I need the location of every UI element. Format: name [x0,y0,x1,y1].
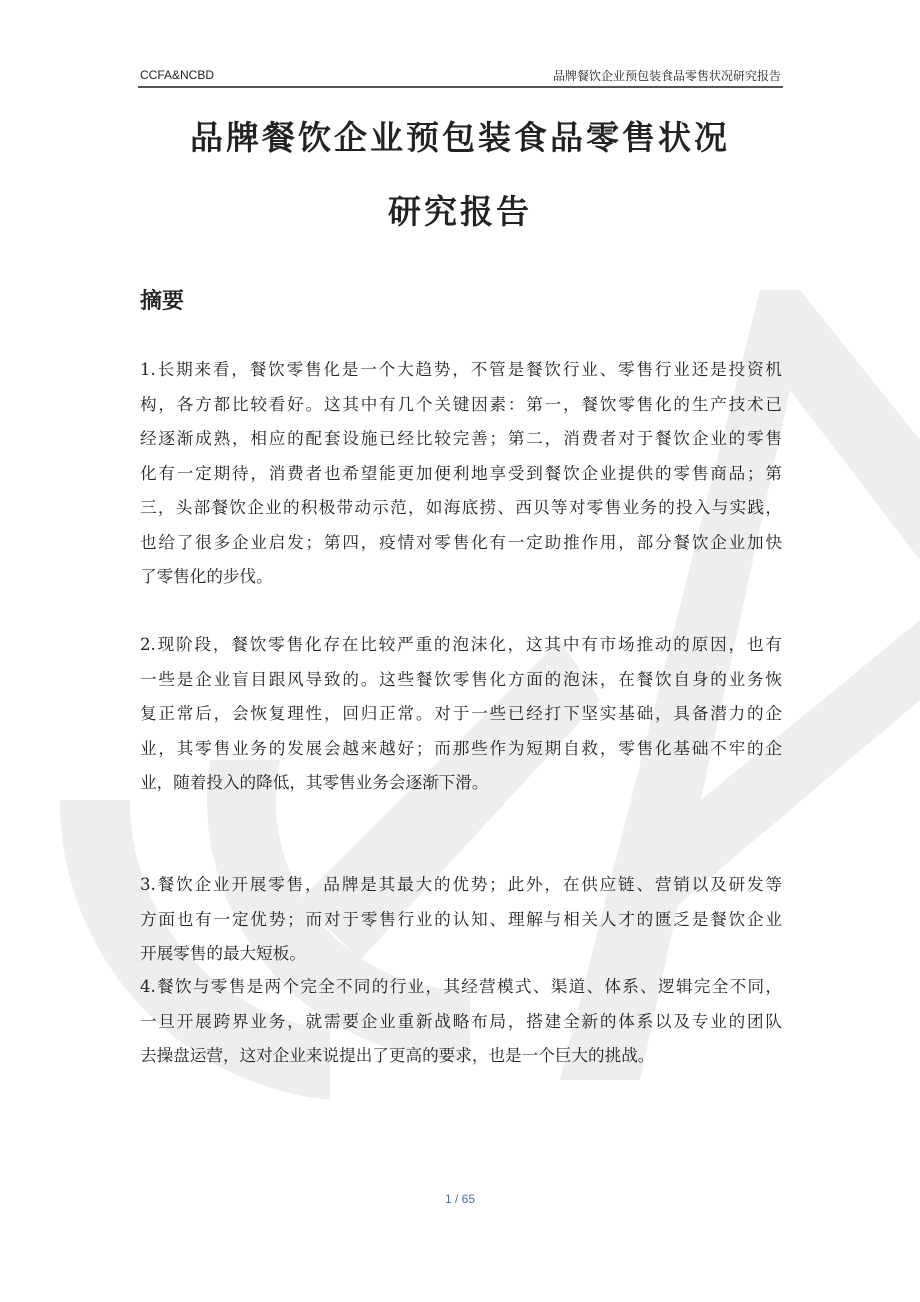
paragraph-2 [140,628,782,801]
text-line: 复正常后，会恢复理性，回归正常。对于一些已经打下坚实基础，具备潜力的企 [140,704,782,723]
text-line: 经逐渐成熟，相应的配套设施已经比较完善；第二，消费者对于餐饮企业的零售 [140,429,782,448]
document-title-line1: 品牌餐饮企业预包装食品零售状况 [190,118,730,157]
text-line: 一旦开展跨界业务，就需要企业重新战略布局，搭建全新的体系以及专业的团队 [140,1011,782,1031]
text-line: 开展零售的最大短板。 [140,944,306,963]
text-line: 也给了很多企业启发；第四，疫情对零售化有一定助推作用，部分餐饮企业加快 [140,532,782,552]
text-line: 1.长期来看，餐饮零售化是一个大趋势，不管是餐饮行业、零售行业还是投资机 [140,360,782,379]
text-line: 方面也有一定优势；而对于零售行业的认知、理解与相关人才的匮乏是餐饮企业 [140,909,782,929]
text-line: 构，各方都比较看好。这其中有几个关键因素：第一，餐饮零售化的生产技术已 [140,394,782,414]
text-line: 三，头部餐饮企业的积极带动示范，如海底捞、西贝等对零售业务的投入与实践， [140,498,782,517]
text-line: 3.餐饮企业开展零售，品牌是其最大的优势；此外，在供应链、营销以及研发等 [140,875,782,894]
text-line: 一些是企业盲目跟风导致的。这些餐饮零售化方面的泡沫，在餐饮自身的业务恢 [140,669,782,689]
paragraph-1 [140,353,782,595]
header-report-title: 品牌餐饮企业预包装食品零售状况研究报告 [552,69,781,83]
text-line: 去操盘运营，这对企业来说提出了更高的要求，也是一个巨大的挑战。 [140,1046,655,1065]
text-line: 了零售化的步伐。 [140,567,273,586]
text-line: 业，其零售业务的发展会越来越好；而那些作为短期自救，零售化基础不牢的企 [140,738,782,758]
header-org: CCFA&NCBD [140,68,215,82]
section-heading-abstract: 摘要 [140,289,185,314]
page-header [138,66,783,88]
paragraph-3 [140,868,782,972]
text-line: 4.餐饮与零售是两个完全不同的行业，其经营模式、渠道、体系、逻辑完全不同， [140,977,782,996]
text-line: 业，随着投入的降低，其零售业务会逐渐下滑。 [140,773,489,792]
text-line: 2.现阶段，餐饮零售化存在比较严重的泡沫化，这其中有市场推动的原因，也有 [140,635,782,654]
page-number: 1 / 65 [444,1192,476,1206]
paragraph-4 [140,970,782,1074]
text-line: 化有一定期待，消费者也希望能更加便利地享受到餐饮企业提供的零售商品；第 [140,463,782,483]
document-title-line2: 研究报告 [388,192,532,231]
